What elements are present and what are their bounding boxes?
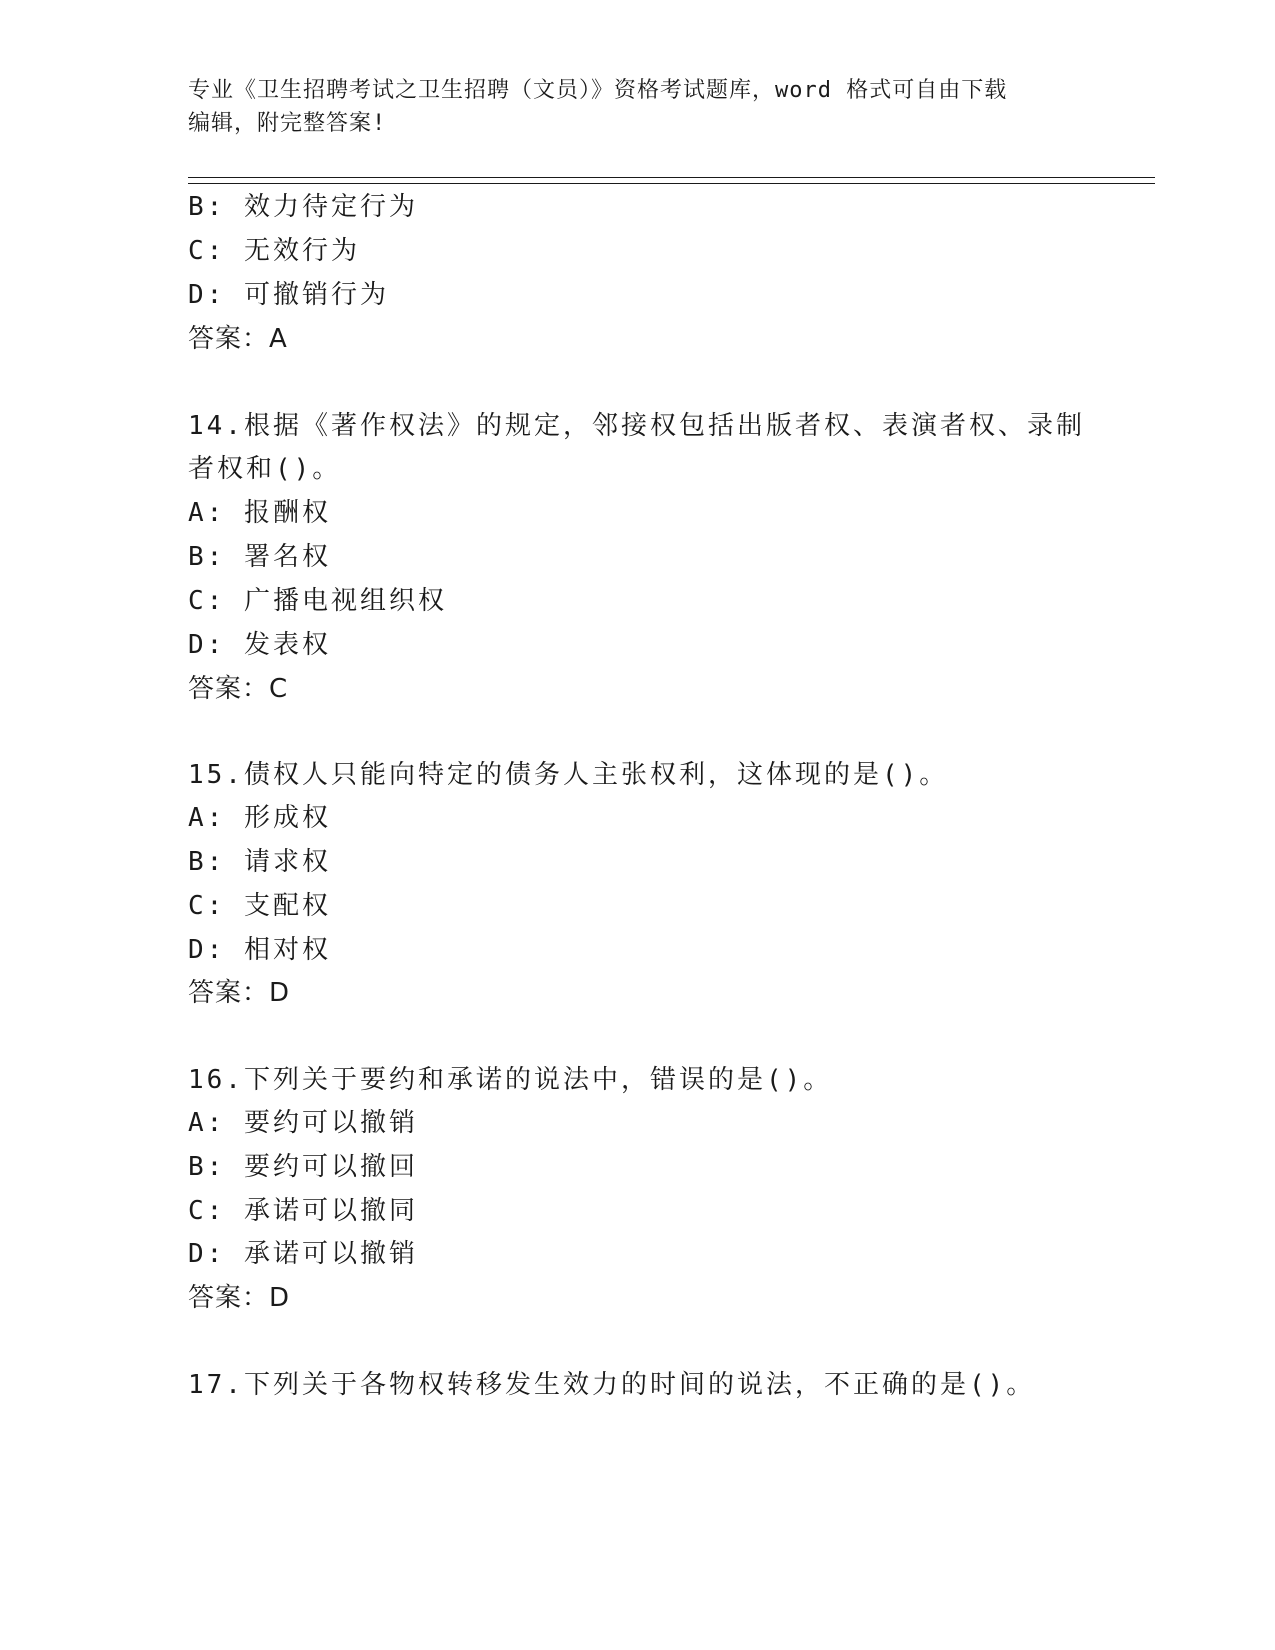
header-divider-bottom: [188, 183, 1155, 184]
q15-option-a: A: 形成权: [188, 803, 331, 833]
q16-option-a: A: 要约可以撤销: [188, 1108, 418, 1138]
q13-option-b: B: 效力待定行为: [188, 192, 418, 222]
document-header: [188, 74, 1088, 140]
header-line-1: 专业《卫生招聘考试之卫生招聘（文员）》资格考试题库，word 格式可自由下载: [188, 78, 1008, 103]
q14-option-a: A: 报酬权: [188, 498, 331, 528]
q16-answer: 答案：D: [188, 1283, 291, 1313]
header-divider-top: [188, 177, 1155, 178]
q13-answer: 答案：A: [188, 324, 288, 354]
q16-option-b: B: 要约可以撤回: [188, 1152, 418, 1182]
q13-option-d: D: 可撤销行为: [188, 280, 389, 310]
q16-option-d: D: 承诺可以撤销: [188, 1239, 418, 1269]
q15-option-d: D: 相对权: [188, 935, 331, 965]
q14-option-d: D: 发表权: [188, 630, 331, 660]
q15-stem: 15.债权人只能向特定的债务人主张权利，这体现的是()。: [188, 760, 949, 790]
q17-stem: 17.下列关于各物权转移发生效力的时间的说法，不正确的是()。: [188, 1370, 1036, 1400]
q16-stem: 16.下列关于要约和承诺的说法中，错误的是()。: [188, 1065, 833, 1095]
q16-option-c: C: 承诺可以撤同: [188, 1196, 418, 1226]
q14-stem-line-2: 者权和()。: [188, 454, 342, 484]
q15-answer: 答案：D: [188, 978, 291, 1008]
q14-answer: 答案：C: [188, 674, 289, 704]
q14-option-c: C: 广播电视组织权: [188, 586, 447, 616]
q15-option-c: C: 支配权: [188, 891, 331, 921]
q14-stem-line-1: 14.根据《著作权法》的规定，邻接权包括出版者权、表演者权、录制: [188, 411, 1085, 441]
q14-option-b: B: 署名权: [188, 542, 331, 572]
header-line-2: 编辑，附完整答案!: [188, 111, 387, 136]
q15-option-b: B: 请求权: [188, 847, 331, 877]
q13-option-c: C: 无效行为: [188, 236, 360, 266]
